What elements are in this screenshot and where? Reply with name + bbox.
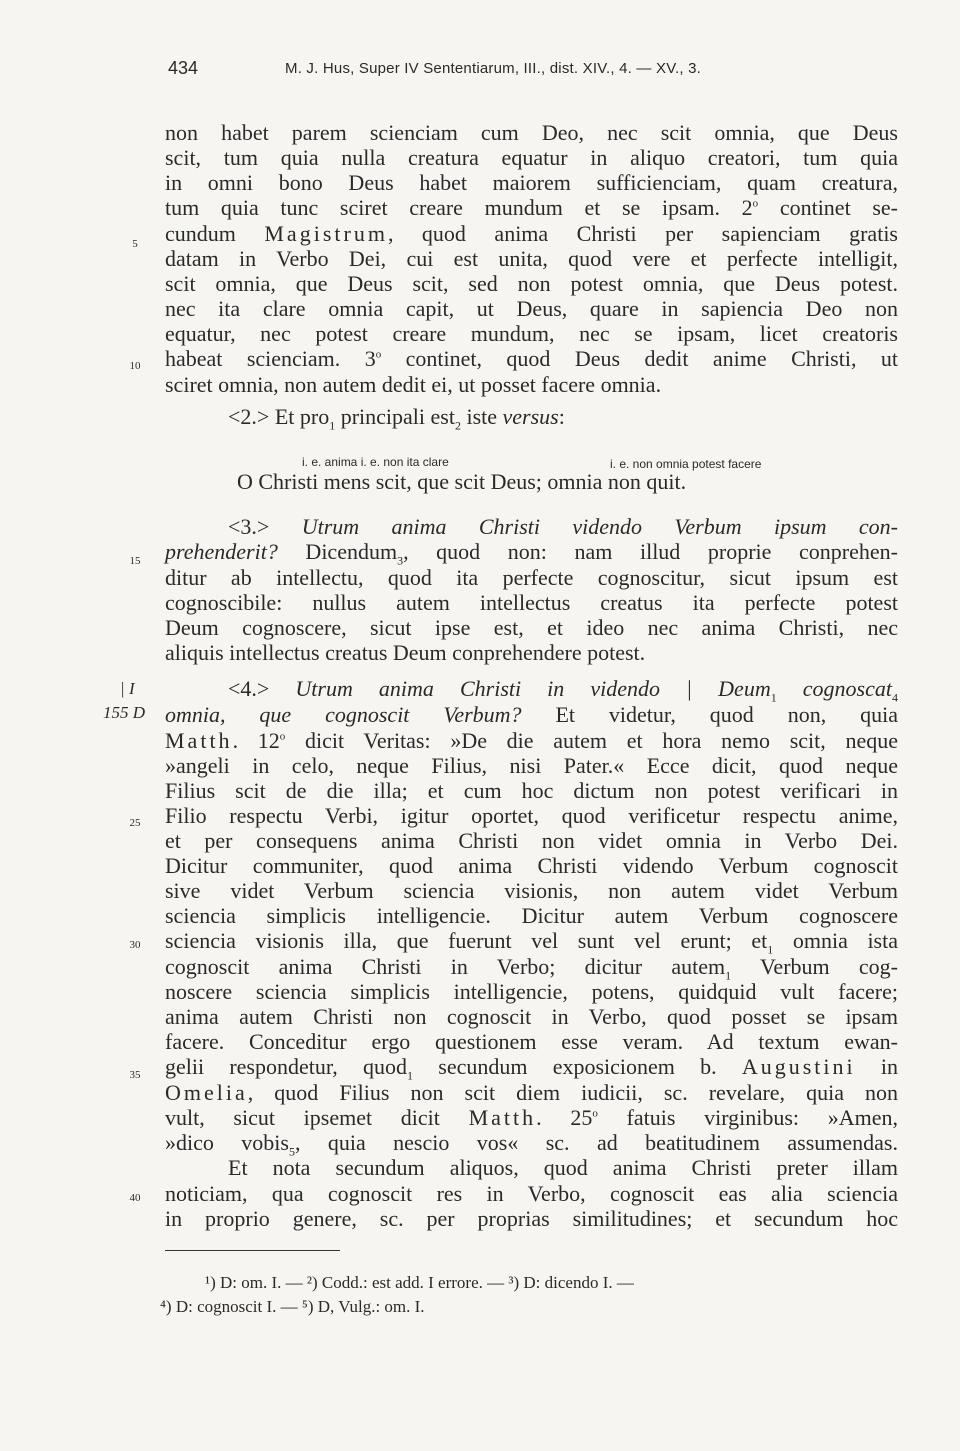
- text-line: Filio respectu Verbi, igitur oportet, quod verificetur respectu anime,: [165, 803, 898, 828]
- text-line: sciret omnia, non autem dedit ei, ut posset facere omnia.: [165, 372, 662, 397]
- text-line: cognoscit anima Christi in Verbo; dicitur autem$_1$ Verbum cog-: [165, 954, 898, 983]
- text-line: sciencia simplicis intelligencie. Dicitur autem Verbum cognoscere: [165, 903, 898, 928]
- text-line: facere. Conceditur ergo questionem esse veram. Ad textum ewan-: [165, 1029, 898, 1054]
- text-line: in proprio genere, sc. per proprias similitudines; et secundum hoc: [165, 1206, 898, 1231]
- text-line: <2.> Et pro$_1$ principali est$_2$ iste versus:: [228, 404, 565, 433]
- text-line: anima autem Christi non cognoscit in Verbo, quod posset se ipsam: [165, 1004, 898, 1029]
- running-title: M. J. Hus, Super IV Sententiarum, III., dist. XIV., 4. — XV., 3.: [285, 60, 702, 77]
- text-line: prehenderit? Dicendum$_3$, quod non: nam illud proprie conprehen-: [165, 539, 898, 568]
- text-line: omnia, que cognoscit Verbum? Et videtur, quod non, quia: [165, 702, 898, 727]
- text-line: noscere sciencia simplicis intelligencie, potens, quidquid vult facere;: [165, 979, 898, 1004]
- text-line: tum quia tunc sciret creare mundum et se ipsam. 2$^o$ continet se-: [165, 195, 898, 220]
- footnote-rule: [165, 1250, 340, 1251]
- text-line: Filius scit de die illa; et cum hoc dictum non potest verificari in: [165, 778, 898, 803]
- text-line: cundum Magistrum, quod anima Christi per sapienciam gratis: [165, 221, 898, 246]
- text-line: sciencia visionis illa, que fuerunt vel sunt vel erunt; $et_1$ omnia ista: [165, 928, 898, 957]
- text-line: Dicitur communiter, quod anima Christi videndo Verbum cognoscit: [165, 853, 898, 878]
- text-line: aliquis intellectus creatus Deum conprehendere potest.: [165, 640, 646, 665]
- text-line: gelii respondetur, quod$_1$ secundum exposicionem b. Augustini in: [165, 1054, 898, 1083]
- text-line: et per consequens anima Christi non videt omnia in Verbo Dei.: [165, 828, 898, 853]
- line-number-25: 25: [129, 817, 141, 829]
- line-number-5: 5: [132, 238, 138, 250]
- text-line: nec ita clare omnia capit, ut Deus, quare in sapiencia Deo non: [165, 296, 898, 321]
- text-line: sive videt Verbum sciencia visionis, non autem videt Verbum: [165, 878, 898, 903]
- text-line: scit omnia, que Deus scit, sed non potest omnia, que Deus potest.: [165, 271, 898, 296]
- text-line: Et nota secundum aliquos, quod anima Christi preter illam: [228, 1155, 898, 1180]
- line-number-15: 15: [129, 555, 141, 567]
- text-line: non habet parem scienciam cum Deo, nec scit omnia, que Deus: [165, 120, 898, 145]
- text-line: Omelia, quod Filius non scit diem iudicii, sc. revelare, quia non: [165, 1080, 898, 1105]
- margin-ref-manuscript: | I: [120, 679, 135, 698]
- interlinear-gloss: i. e. non omnia potest facere: [610, 457, 762, 471]
- text-line: »angeli in celo, neque Filius, nisi Pater.« Ecce dicit, quod neque: [165, 753, 898, 778]
- text-line: »dico vobis$_5$, quia nescio vos« sc. ad beatitudinem assumendas.: [165, 1130, 898, 1159]
- text-line: noticiam, qua cognoscit res in Verbo, cognoscit eas alia sciencia: [165, 1181, 898, 1206]
- text-line: in omni bono Deus habet maiorem sufficienciam, quam creatura,: [165, 170, 898, 195]
- section-heading: <4.> Utrum anima Christi in videndo | Deum$_1$ cognoscat$_4$: [228, 676, 898, 705]
- text-line: cognoscibile: nullus autem intellectus creatus ita perfecte potest: [165, 590, 898, 615]
- line-number-30: 30: [129, 939, 141, 951]
- margin-ref-folio: 155 D: [103, 703, 146, 722]
- line-number-35: 35: [129, 1069, 141, 1081]
- text-line: ditur ab intellectu, quod ita perfecte cognoscitur, sicut ipsum est: [165, 565, 898, 590]
- line-number-10: 10: [129, 360, 141, 372]
- verse-line: O Christi mens scit, que scit Deus; omnia non quit.: [237, 469, 687, 494]
- text-line: habeat scienciam. 3$^o$ continet, quod Deus dedit anime Christi, ut: [165, 346, 898, 371]
- text-line: Deum cognoscere, sicut ipse est, et ideo nec anima Christi, nec: [165, 615, 898, 640]
- footnote-line: ¹) D: om. I. — ²) Codd.: est add. I errore. — ³) D: dicendo I. —: [205, 1273, 634, 1292]
- interlinear-gloss: i. e. anima i. e. non ita clare: [302, 455, 449, 469]
- text-line: scit, tum quia nulla creatura equatur in aliquo creatori, tum quia: [165, 145, 898, 170]
- text-line: vult, sicut ipsemet dicit Matth. 25$^o$ fatuis virginibus: »Amen,: [165, 1105, 898, 1130]
- text-line: equatur, nec potest creare mundum, nec se ipsam, licet creatoris: [165, 321, 898, 346]
- section-heading: <3.> Utrum anima Christi videndo Verbum ipsum con-: [228, 514, 898, 539]
- text-line: datam in Verbo Dei, cui est unita, quod vere et perfecte intelligit,: [165, 246, 898, 271]
- footnote-line: ⁴) D: cognoscit I. — ⁵) D, Vulg.: om. I.: [160, 1297, 425, 1316]
- line-number-40: 40: [129, 1192, 141, 1204]
- page-number: 434: [168, 58, 199, 78]
- text-line: Matth. 12$^o$ dicit Veritas: »De die autem et hora nemo scit, neque: [165, 728, 898, 753]
